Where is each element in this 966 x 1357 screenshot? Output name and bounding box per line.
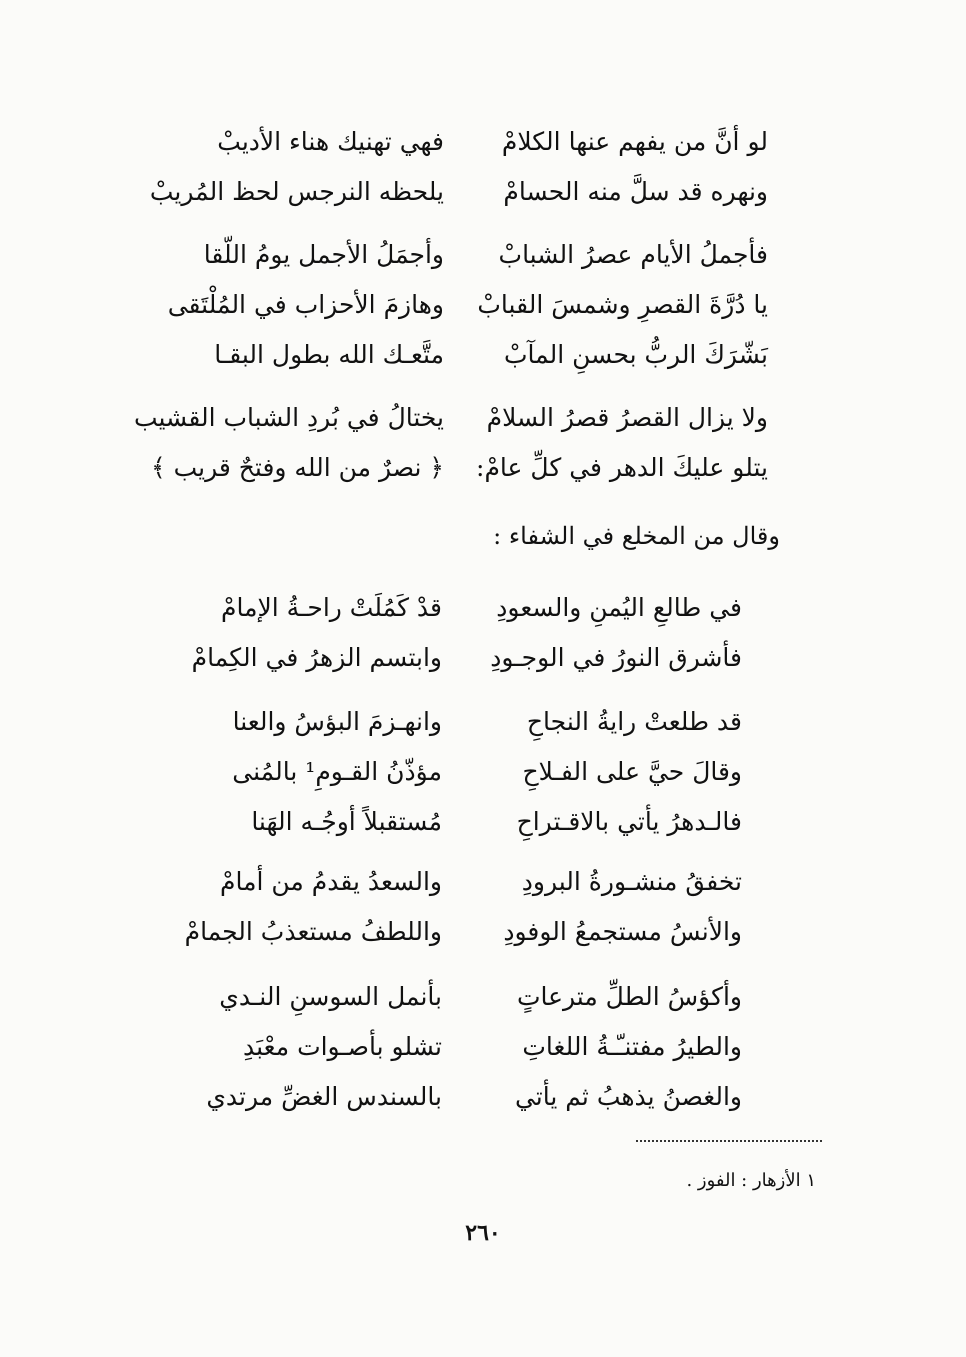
second-hemistich: والسعدُ يقدمُ من أمامْ xyxy=(219,867,442,896)
second-hemistich: يختالُ في بُردِ الشباب القشيب xyxy=(133,403,444,432)
first-hemistich: في طالعِ اليُمنِ والسعودِ xyxy=(496,593,742,622)
second-hemistich: فهي تهنيك هناء الأديبْ xyxy=(217,127,444,156)
verse-line xyxy=(0,393,966,443)
stanza xyxy=(0,697,966,847)
verse-line xyxy=(0,117,966,167)
stanza xyxy=(0,393,966,493)
verse-line xyxy=(0,280,966,330)
verse-line xyxy=(0,583,966,633)
second-hemistich: تشلو بأصـوات معْبَدِ xyxy=(243,1032,442,1061)
second-hemistich: مُستقبلاً أوجُـه الهَنا xyxy=(251,807,442,836)
section-heading: وقال من المخلع في الشفاء : xyxy=(493,522,780,550)
verse-line xyxy=(0,907,966,957)
footnote-divider xyxy=(636,1140,822,1142)
second-hemistich: قدْ كَمُلَتْ راحـةُ الإمامْ xyxy=(221,593,442,622)
first-hemistich: وأكؤسُ الطلِّ مترعاتٍ xyxy=(516,982,742,1011)
page-number: ٢٦٠ xyxy=(465,1220,501,1246)
verse-line xyxy=(0,633,966,683)
verse-line xyxy=(0,797,966,847)
second-hemistich: وانهـزمَ البؤسُ والعنا xyxy=(232,707,442,736)
first-hemistich: والأنسُ مستجمعُ الوفودِ xyxy=(503,917,742,946)
second-hemistich: متَّعـك الله بطول البقـا xyxy=(214,340,444,369)
second-hemistich: بأنمل السوسنِ النـدي xyxy=(219,982,442,1011)
second-hemistich: ﴿ نصرٌ من الله وفتحٌ قريب ﴾ xyxy=(150,453,444,482)
verse-line xyxy=(0,972,966,1022)
first-hemistich: يا دُرَّةَ القصرِ وشمسَ القبابْ xyxy=(477,290,768,319)
verse-line xyxy=(0,857,966,907)
second-hemistich: بالسندس الغضِّ مرتدي xyxy=(206,1082,442,1111)
verse-line xyxy=(0,167,966,217)
first-hemistich: يتلو عليكَ الدهر في كلِّ عامْ: xyxy=(476,453,768,482)
verse-line xyxy=(0,697,966,747)
first-hemistich: تخفقُ منشـورةُ البرودِ xyxy=(521,867,742,896)
stanza xyxy=(0,857,966,957)
stanza xyxy=(0,972,966,1122)
first-hemistich: فأجملُ الأيام عصرُ الشبابْ xyxy=(498,240,768,269)
second-hemistich: مؤذّنُ القـومِ¹ بالمُنى xyxy=(232,757,442,786)
first-hemistich: فالـدهرُ يأتي بالاقـتراحِ xyxy=(516,807,742,836)
first-hemistich: قد طلعتْ رايةُ النجاحِ xyxy=(526,707,742,736)
second-hemistich: وأجمَلُ الأجمل يومُ اللّقا xyxy=(203,240,444,269)
first-hemistich: وقالَ حيَّ على الفـلاحِ xyxy=(522,757,742,786)
first-hemistich: ونهره قد سلَّ منه الحسامْ xyxy=(503,177,768,206)
verse-line xyxy=(0,443,966,493)
verse-line xyxy=(0,230,966,280)
first-hemistich: ولا يزال القصرُ قصرُ السلامْ xyxy=(486,403,768,432)
first-hemistich: لو أنَّ من يفهم عنها الكلامْ xyxy=(501,127,768,156)
stanza xyxy=(0,230,966,380)
verse-line xyxy=(0,747,966,797)
second-hemistich: وهازمَ الأحزاب في المُلْتَقى xyxy=(167,290,444,319)
first-hemistich: والغصنُ يذهبُ ثم يأتي xyxy=(514,1082,742,1111)
second-hemistich: واللطفُ مستعذبُ الجمامْ xyxy=(184,917,442,946)
footnote: ١ الأزهار : الفوز . xyxy=(686,1170,816,1191)
second-hemistich: وابتسم الزهرُ في الكِمامْ xyxy=(191,643,442,672)
verse-line xyxy=(0,1072,966,1122)
stanza xyxy=(0,583,966,683)
verse-line xyxy=(0,330,966,380)
verse-line xyxy=(0,1022,966,1072)
first-hemistich: بَشّرَكَ الربُّ بحسنِ المآبْ xyxy=(504,340,768,369)
first-hemistich: فأشرق النورُ في الوجـودِ xyxy=(490,643,742,672)
stanza xyxy=(0,117,966,217)
first-hemistich: والطيرُ مفتنـّـةُ اللغاتِ xyxy=(522,1032,742,1061)
second-hemistich: يلحظه النرجس لحظ المُريبْ xyxy=(149,177,444,206)
